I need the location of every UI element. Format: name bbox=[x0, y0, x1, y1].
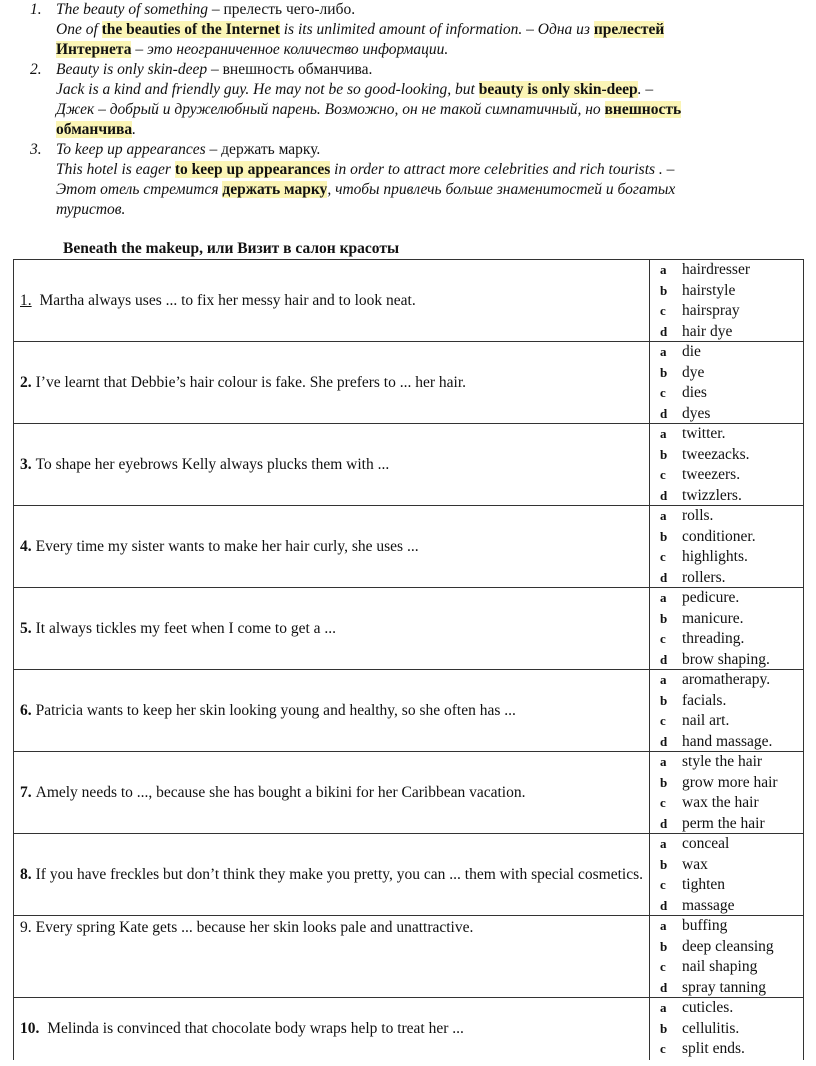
idiom-title: The beauty of something bbox=[56, 1, 208, 18]
option-letter: d bbox=[660, 897, 668, 913]
highlighted-phrase: Интернета bbox=[56, 41, 132, 58]
example-text: is its unlimited amount of information. – Одна из bbox=[279, 21, 594, 38]
idiom-translation: – прелесть чего-либо. bbox=[207, 1, 356, 18]
option-letter: d bbox=[660, 979, 668, 995]
question-text: Melinda is convinced that chocolate body wraps help to treat her ... bbox=[43, 1020, 464, 1037]
option-a[interactable] bbox=[656, 506, 803, 527]
option-c[interactable] bbox=[656, 629, 803, 650]
option-c[interactable] bbox=[656, 383, 803, 404]
question-text: Patricia wants to keep her skin looking young and healthy, so she often has ... bbox=[35, 701, 516, 719]
example-text: Jack is a kind and friendly guy. He may not be so good-looking, but bbox=[56, 81, 479, 98]
option-letter: b bbox=[660, 774, 668, 790]
option-letter: d bbox=[660, 815, 668, 831]
option-text: rollers. bbox=[682, 568, 726, 586]
option-text: wax the hair bbox=[682, 794, 759, 811]
example-text: This hotel is eager bbox=[56, 161, 175, 178]
option-a[interactable] bbox=[656, 342, 803, 363]
option-letter: b bbox=[660, 364, 668, 380]
example-text: , чтобы привлечь больше знаменитостей и богатых bbox=[327, 181, 676, 198]
idiom-number: 1. bbox=[30, 1, 42, 18]
option-text: spray tanning bbox=[682, 978, 766, 996]
options-cell bbox=[650, 998, 803, 1060]
highlighted-phrase: beauty is only skin-deep bbox=[478, 81, 638, 98]
option-text: conditioner. bbox=[682, 527, 756, 545]
option-b[interactable] bbox=[656, 691, 803, 712]
option-letter: a bbox=[660, 672, 667, 687]
option-b[interactable] bbox=[656, 937, 803, 958]
table-row bbox=[14, 260, 803, 342]
option-letter: a bbox=[660, 754, 667, 769]
option-d[interactable] bbox=[656, 814, 803, 835]
question-cell bbox=[14, 916, 650, 997]
idiom-item-3 bbox=[30, 140, 816, 220]
option-letter: a bbox=[660, 918, 667, 933]
question-text: I’ve learnt that Debbie’s hair colour is fake. She prefers to ... her hair. bbox=[35, 373, 467, 391]
option-d[interactable] bbox=[656, 978, 803, 999]
options-cell bbox=[650, 342, 803, 423]
option-a[interactable] bbox=[656, 588, 803, 609]
table-row bbox=[14, 998, 803, 1060]
question-number: 1. bbox=[20, 291, 32, 309]
idiom-translation: – внешность обманчива. bbox=[207, 61, 373, 78]
options-cell bbox=[650, 424, 803, 505]
idiom-translation: – держать марку. bbox=[205, 141, 321, 158]
option-d[interactable] bbox=[656, 732, 803, 753]
option-letter: a bbox=[660, 262, 667, 277]
idiom-title: To keep up appearances bbox=[56, 141, 206, 158]
option-d[interactable] bbox=[656, 568, 803, 589]
highlighted-phrase: держать марку bbox=[222, 181, 328, 198]
option-text: hand massage. bbox=[682, 732, 773, 750]
idiom-item-2 bbox=[30, 60, 816, 140]
question-text: To shape her eyebrows Kelly always plucks them with ... bbox=[35, 455, 390, 473]
highlighted-phrase: the beauties of the Internet bbox=[101, 21, 280, 38]
table-row bbox=[14, 506, 803, 588]
option-letter: a bbox=[660, 1000, 667, 1015]
options-cell bbox=[650, 260, 803, 341]
option-a[interactable] bbox=[656, 260, 803, 281]
option-letter: a bbox=[660, 508, 667, 523]
option-text: dye bbox=[682, 363, 705, 381]
example-text: . bbox=[132, 121, 136, 138]
option-letter: a bbox=[660, 836, 667, 851]
question-number: 5. bbox=[20, 619, 32, 637]
option-d[interactable] bbox=[656, 404, 803, 425]
option-letter: b bbox=[660, 282, 668, 298]
option-letter: c bbox=[660, 385, 666, 400]
options-cell bbox=[650, 588, 803, 669]
option-text: hairstyle bbox=[682, 281, 736, 299]
option-c[interactable] bbox=[656, 875, 803, 896]
option-letter: c bbox=[660, 1041, 666, 1056]
option-letter: c bbox=[660, 631, 666, 646]
options-cell bbox=[650, 506, 803, 587]
highlighted-phrase: прелестей bbox=[593, 21, 665, 38]
option-b[interactable] bbox=[656, 281, 803, 302]
question-cell bbox=[14, 998, 650, 1060]
option-text: dyes bbox=[682, 404, 711, 422]
question-number: 10. bbox=[20, 1020, 40, 1037]
option-letter: b bbox=[660, 610, 668, 626]
option-letter: c bbox=[660, 795, 666, 810]
option-a[interactable] bbox=[656, 834, 803, 855]
question-cell bbox=[14, 588, 650, 669]
example-text: Джек – добрый и дружелюбный парень. Возможно, он не такой симпатичный, но bbox=[56, 101, 605, 118]
option-letter: d bbox=[660, 651, 668, 667]
question-number: 6. bbox=[20, 701, 32, 719]
exercise-table bbox=[13, 259, 804, 1060]
option-text: grow more hair bbox=[682, 773, 778, 791]
highlighted-phrase: внешность bbox=[604, 101, 682, 118]
option-a[interactable] bbox=[656, 670, 803, 691]
option-text: twizzlers. bbox=[682, 486, 742, 504]
option-a[interactable] bbox=[656, 424, 803, 445]
table-row bbox=[14, 752, 803, 834]
option-text: manicure. bbox=[682, 609, 744, 627]
question-text: Martha always uses ... to fix her messy hair and to look neat. bbox=[35, 291, 416, 309]
option-c[interactable] bbox=[656, 465, 803, 486]
option-letter: c bbox=[660, 549, 666, 564]
question-cell bbox=[14, 834, 650, 915]
option-text: perm the hair bbox=[682, 814, 765, 832]
option-a[interactable] bbox=[656, 752, 803, 773]
option-b[interactable] bbox=[656, 855, 803, 876]
option-text: style the hair bbox=[682, 753, 763, 770]
option-text: cellulitis. bbox=[682, 1019, 740, 1037]
question-text: Amely needs to ..., because she has bought a bikini for her Caribbean vacation. bbox=[35, 783, 526, 801]
option-letter: c bbox=[660, 467, 666, 482]
option-text: wax bbox=[682, 855, 708, 873]
option-letter: b bbox=[660, 856, 668, 872]
option-letter: a bbox=[660, 426, 667, 441]
option-letter: d bbox=[660, 487, 668, 503]
option-c[interactable] bbox=[656, 793, 803, 814]
option-b[interactable] bbox=[656, 363, 803, 384]
option-text: split ends. bbox=[682, 1040, 745, 1057]
option-letter: a bbox=[660, 590, 667, 605]
option-letter: c bbox=[660, 303, 666, 318]
option-text: tweezacks. bbox=[682, 445, 750, 463]
question-number: 3. bbox=[20, 455, 32, 473]
option-text: massage bbox=[682, 896, 735, 914]
option-letter: c bbox=[660, 959, 666, 974]
section-heading: Beneath the makeup, или Визит в салон красоты bbox=[63, 240, 400, 257]
question-cell bbox=[14, 670, 650, 751]
option-letter: c bbox=[660, 713, 666, 728]
question-number: 9. bbox=[20, 919, 32, 936]
example-text: One of bbox=[56, 21, 102, 38]
option-text: cuticles. bbox=[682, 999, 734, 1016]
question-cell bbox=[14, 506, 650, 587]
option-d[interactable] bbox=[656, 650, 803, 671]
option-letter: d bbox=[660, 733, 668, 749]
option-d[interactable] bbox=[656, 322, 803, 343]
option-b[interactable] bbox=[656, 1019, 803, 1040]
example-text: туристов. bbox=[56, 201, 126, 218]
option-letter: d bbox=[660, 405, 668, 421]
option-text: tweezers. bbox=[682, 466, 741, 483]
option-text: facials. bbox=[682, 691, 727, 709]
idiom-number: 2. bbox=[30, 61, 42, 78]
question-number: 7. bbox=[20, 783, 32, 801]
options-cell bbox=[650, 670, 803, 751]
table-row bbox=[14, 670, 803, 752]
option-letter: b bbox=[660, 446, 668, 462]
option-text: hair dye bbox=[682, 322, 733, 340]
option-a[interactable] bbox=[656, 916, 803, 937]
idiom-item-1 bbox=[30, 0, 816, 60]
question-text: Every spring Kate gets ... because her skin looks pale and unattractive. bbox=[35, 919, 474, 936]
option-letter: b bbox=[660, 692, 668, 708]
option-letter: c bbox=[660, 877, 666, 892]
question-cell bbox=[14, 424, 650, 505]
option-text: threading. bbox=[682, 630, 745, 647]
question-cell bbox=[14, 752, 650, 833]
option-letter: b bbox=[660, 938, 668, 954]
example-text: in order to attract more celebrities and rich tourists . – bbox=[330, 161, 675, 178]
option-text: dies bbox=[682, 384, 707, 401]
option-c[interactable] bbox=[656, 711, 803, 732]
highlighted-phrase: обманчива bbox=[56, 121, 133, 138]
table-row bbox=[14, 342, 803, 424]
table-row bbox=[14, 916, 803, 998]
question-number: 2. bbox=[20, 373, 32, 391]
example-text: Этот отель стремится bbox=[56, 181, 223, 198]
idiom-number: 3. bbox=[30, 141, 42, 158]
option-c[interactable] bbox=[656, 1039, 803, 1060]
option-letter: b bbox=[660, 528, 668, 544]
option-c[interactable] bbox=[656, 957, 803, 978]
option-letter: d bbox=[660, 569, 668, 585]
option-text: hairdresser bbox=[682, 261, 750, 278]
option-text: pedicure. bbox=[682, 589, 740, 606]
table-row bbox=[14, 834, 803, 916]
option-b[interactable] bbox=[656, 773, 803, 794]
options-cell bbox=[650, 916, 803, 997]
option-c[interactable] bbox=[656, 547, 803, 568]
option-d[interactable] bbox=[656, 486, 803, 507]
question-cell bbox=[14, 342, 650, 423]
option-text: highlights. bbox=[682, 548, 748, 565]
option-text: deep cleansing bbox=[682, 937, 774, 955]
option-text: rolls. bbox=[682, 507, 714, 524]
option-text: nail art. bbox=[682, 712, 730, 729]
option-text: aromatherapy. bbox=[682, 671, 771, 688]
option-b[interactable] bbox=[656, 609, 803, 630]
table-row bbox=[14, 424, 803, 506]
question-number: 8. bbox=[20, 865, 32, 883]
option-c[interactable] bbox=[656, 301, 803, 322]
option-text: brow shaping. bbox=[682, 650, 770, 668]
idiom-title: Beauty is only skin-deep bbox=[56, 61, 208, 78]
option-letter: a bbox=[660, 344, 667, 359]
example-text: . – bbox=[637, 81, 654, 98]
option-b[interactable] bbox=[656, 527, 803, 548]
option-text: conceal bbox=[682, 835, 730, 852]
options-cell bbox=[650, 752, 803, 833]
option-b[interactable] bbox=[656, 445, 803, 466]
question-text: It always tickles my feet when I come to get a ... bbox=[35, 619, 337, 637]
table-row bbox=[14, 588, 803, 670]
option-letter: d bbox=[660, 323, 668, 339]
option-text: tighten bbox=[682, 876, 726, 893]
question-text: Every time my sister wants to make her hair curly, she uses ... bbox=[35, 537, 419, 555]
question-text: If you have freckles but don’t think they make you pretty, you can ... them with special cosmetics. bbox=[35, 865, 643, 883]
example-text: – это неограниченное количество информации. bbox=[131, 41, 449, 58]
option-text: nail shaping bbox=[682, 958, 758, 975]
option-text: twitter. bbox=[682, 425, 726, 442]
option-a[interactable] bbox=[656, 998, 803, 1019]
options-cell bbox=[650, 834, 803, 915]
highlighted-phrase: to keep up appearances bbox=[174, 161, 331, 178]
option-text: hairspray bbox=[682, 302, 740, 319]
option-text: die bbox=[682, 343, 701, 360]
option-text: buffing bbox=[682, 917, 728, 934]
option-d[interactable] bbox=[656, 896, 803, 917]
question-number: 4. bbox=[20, 537, 32, 555]
option-letter: b bbox=[660, 1020, 668, 1036]
question-cell bbox=[14, 260, 650, 341]
